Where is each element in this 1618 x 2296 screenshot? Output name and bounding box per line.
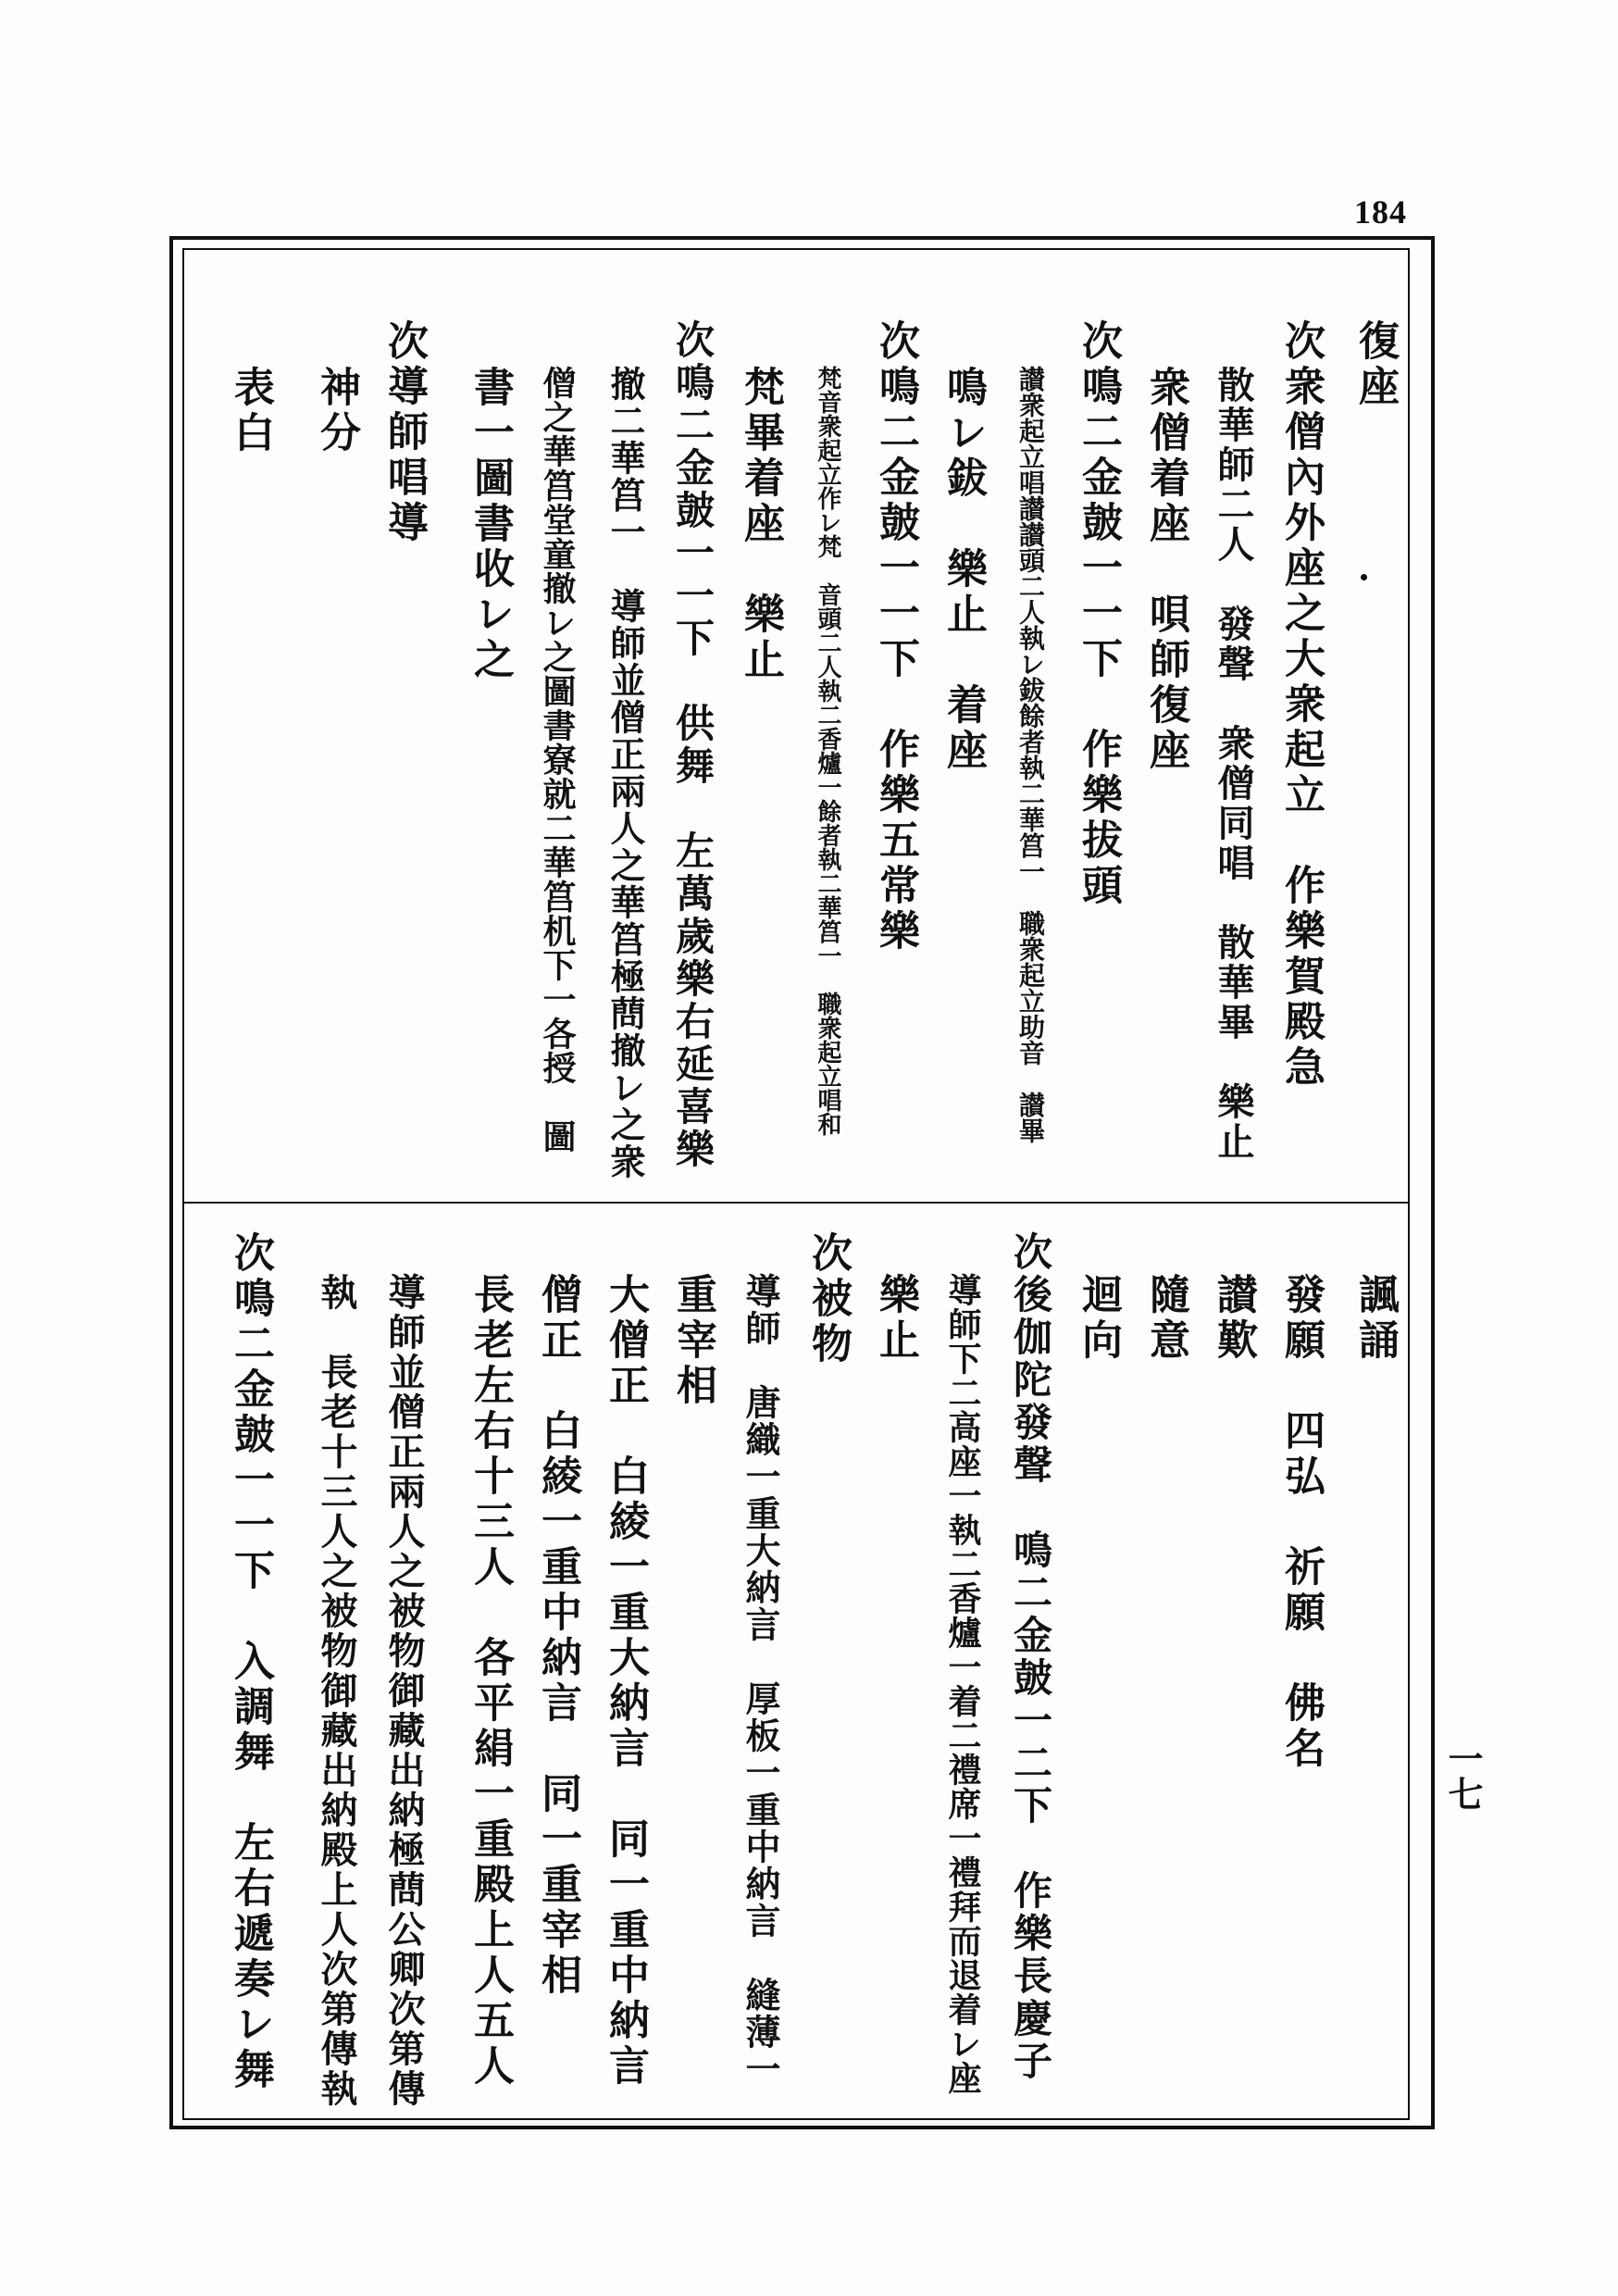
text-column: 梵音衆起立作レ梵 音頭二人執二香爐一餘者執二華筥一 職衆起立唱和: [814, 366, 841, 1136]
text-column: 書一圖書收レ之: [467, 366, 514, 683]
text-column: 大僧正 白綾一重大納言 同一重中納言: [602, 1273, 649, 2090]
text-column: 表白: [227, 366, 274, 456]
section-divider: [182, 1202, 1410, 1204]
page-number: 184: [1354, 193, 1407, 231]
text-column: 次鳴二金皷一一下 作樂五常樂: [872, 319, 919, 955]
ink-dot: [1361, 574, 1367, 580]
text-column: 次後伽陀發聲 鳴二金皷一二下 作樂長慶子: [1008, 1231, 1053, 2083]
text-column: 僧正 白綾一重中納言 同一重宰相: [534, 1273, 581, 1999]
text-column: 讃衆起立唱讃讃頭二人執レ鈸餘者執二華筥一 職衆起立助音 讃畢: [1015, 366, 1046, 1143]
text-column: 導師 唐織一重大納言 厚板一重中納言 縫薄一: [740, 1273, 781, 2088]
text-column: 神分: [313, 366, 360, 456]
text-column: 鳴レ鈸 樂止 着座: [940, 366, 987, 774]
text-column: 次被物: [804, 1231, 852, 1367]
text-column: 次衆僧內外座之大衆起立 作樂賀殿急: [1277, 319, 1325, 1091]
text-column: 導師並僧正兩人之被物御藏出納極蔄公卿次第傳: [382, 1273, 426, 2109]
text-column: 撤二華筥一 導師並僧正兩人之華筥極蔄撤レ之衆: [604, 366, 646, 1180]
text-column: 衆僧着座 唄師復座: [1142, 366, 1189, 774]
text-column: 樂止: [872, 1273, 919, 1364]
text-column: 執 長老十三人之被物御藏出納殿上人次第傳執: [315, 1273, 358, 2109]
text-column: 次導師唱導: [380, 319, 428, 546]
text-column: 迴向: [1075, 1273, 1122, 1364]
text-column: 僧之華筥堂童撤レ之圖書寮就二華筥机下一各授 圖: [538, 366, 577, 1154]
text-column: 次鳴二金皷一一下 供舞 左萬歲樂右延喜樂: [670, 319, 716, 1171]
text-column: 發願 四弘 祈願 佛名: [1277, 1273, 1325, 1772]
text-column: 導師下二高座一執二香爐一着二禮席一禮拜而退着レ座: [943, 1273, 982, 2095]
folio-number: 一七: [1442, 1741, 1484, 1811]
text-column: 諷誦: [1351, 1273, 1399, 1364]
text-column: 長老左右十三人 各平絹一重殿上人五人: [467, 1273, 514, 2090]
text-column: 次鳴二金皷一一下 入調舞 左右遞奏レ舞: [227, 1231, 274, 2093]
text-column: 重宰相: [669, 1273, 716, 1409]
text-column: 梵畢着座 樂止: [737, 366, 784, 683]
text-column: 隨意: [1142, 1273, 1189, 1364]
text-column: 次鳴二金皷一一下 作樂拔頭: [1075, 319, 1122, 909]
text-column: 復座: [1351, 319, 1399, 410]
text-column: 散華師二人 發聲 衆僧同唱 散華畢 樂止: [1212, 366, 1255, 1162]
text-column: 讃歎: [1210, 1273, 1257, 1364]
